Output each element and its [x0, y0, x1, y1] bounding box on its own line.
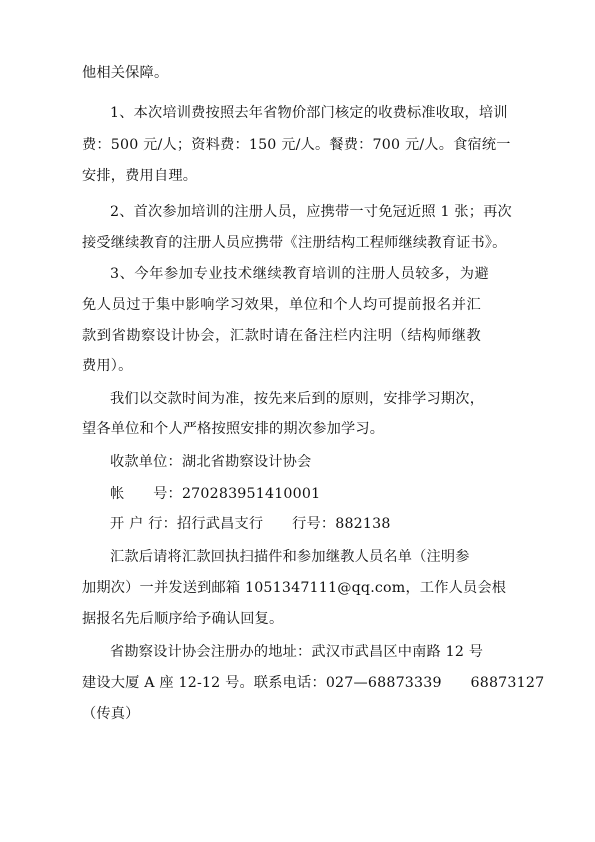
paragraph-line: 接受继续教育的注册人员应携带《注册结构工程师继续教育证书》。: [82, 235, 507, 251]
paragraph-line: 安排，费用自理。: [82, 168, 198, 184]
paragraph-line: 费用）。: [82, 358, 133, 374]
paragraph-line: 免人员过于集中影响学习效果，单位和个人均可提前报名并汇: [82, 297, 482, 313]
paragraph-line: 他相关保障。: [82, 65, 169, 81]
paragraph-line: 省勘察设计协会注册办的地址：武汉市武昌区中南路 12 号: [110, 644, 484, 660]
paragraph-line: 加期次）一并发送到邮箱 1051347111@qq.com，工作人员会根: [82, 580, 507, 596]
paragraph-line: 费：500 元/人；资料费：150 元/人。餐费：700 元/人。食宿统一: [82, 137, 511, 153]
bank-line: 开 户 行：招行武昌支行 行号：882138: [110, 516, 391, 532]
paragraph-line: 据报名先后顺序给予确认回复。: [82, 611, 284, 627]
paragraph-line: 1、本次培训费按照去年省物价部门核定的收费标准收取，培训: [110, 105, 508, 121]
paragraph-line: 建设大厦 A 座 12-12 号。联系电话：027—68873339 68873127: [82, 675, 545, 691]
payee-line: 收款单位：湖北省勘察设计协会: [110, 454, 312, 470]
paragraph-line: 我们以交款时间为准，按先来后到的原则，安排学习期次，: [110, 391, 485, 407]
paragraph-line: 2、首次参加培训的注册人员，应携带一寸免冠近照 1 张；再次: [110, 204, 512, 220]
paragraph-line: （传真）: [82, 706, 140, 722]
paragraph-line: 3、今年参加专业技术继续教育培训的注册人员较多，为避: [110, 266, 490, 282]
account-line: 帐 号：270283951410001: [110, 486, 321, 502]
paragraph-line: 款到省勘察设计协会，汇款时请在备注栏内注明（结构师继教: [82, 328, 482, 344]
paragraph-line: 望各单位和个人严格按照安排的期次参加学习。: [82, 421, 385, 437]
paragraph-line: 汇款后请将汇款回执扫描件和参加继教人员名单（注明参: [110, 549, 470, 565]
